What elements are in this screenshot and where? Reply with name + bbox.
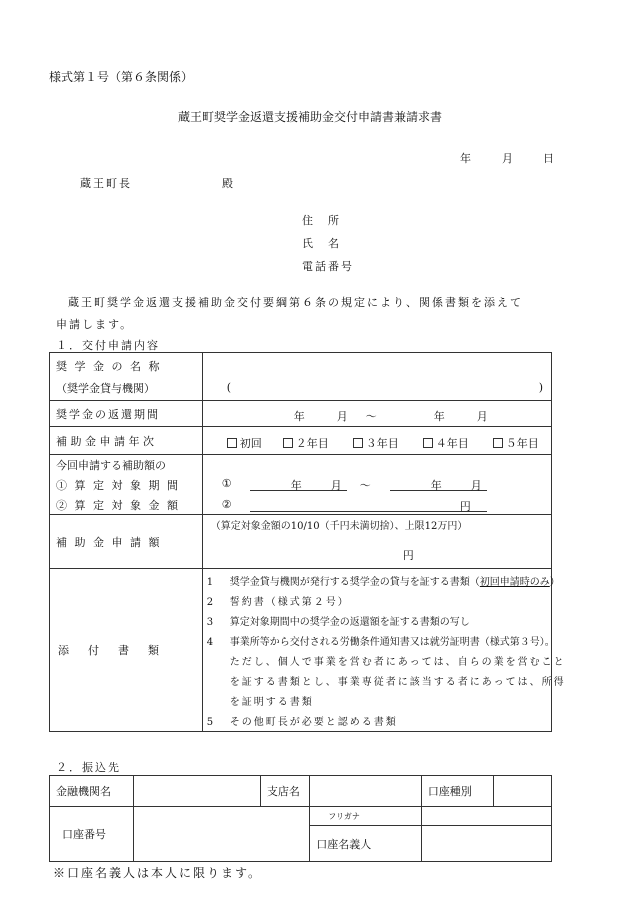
page-title: 蔵王町奨学金返還支援補助金交付申請書兼請求書 bbox=[177, 110, 442, 124]
addressee-name: 蔵王町長 bbox=[80, 177, 132, 190]
branch-name-label: 支店名 bbox=[260, 776, 309, 807]
option-year5[interactable]: ５年目 bbox=[493, 435, 539, 451]
bank-name-label: 金融機関名 bbox=[50, 776, 134, 807]
attachment-item: 1 奨学金貸与機関が発行する奨学金の貸与を証する書類（初回申請時のみ） bbox=[206, 577, 560, 588]
attachment-item: 3 算定対象期間中の奨学金の返還額を証する書類の写し bbox=[206, 617, 470, 628]
applicant-name-label: 氏 名 bbox=[302, 237, 341, 250]
option-first[interactable]: 初回 bbox=[227, 435, 262, 451]
calc-label: 今回申請する補助額の ① 算 定 対 象 期 間 ② 算 定 対 象 金 額 bbox=[50, 455, 203, 515]
attachment-item-cont: を証明する書類 bbox=[229, 697, 314, 708]
account-holder-field[interactable] bbox=[421, 826, 551, 862]
applicant-address-label: 住 所 bbox=[302, 214, 341, 227]
application-table bbox=[49, 352, 566, 732]
account-number-label: 口座番号 bbox=[50, 807, 134, 862]
repayment-period-field[interactable]: 年 月 ～ 年 月 bbox=[202, 401, 551, 427]
scholarship-name-label: 奨 学 金 の 名 称 （奨学金貸与機関） bbox=[50, 353, 203, 401]
attachments-label: 添 付 書 類 bbox=[50, 569, 203, 732]
attachment-item: 4 事業所等から交付される労働条件通知書又は就労証明書（様式第３号）。 bbox=[206, 637, 555, 648]
addressee-suffix: 殿 bbox=[222, 177, 233, 190]
attachment-item: 2 誓約書（様式第２号） bbox=[206, 597, 350, 608]
checkbox[interactable] bbox=[283, 438, 293, 448]
intro-line-1: 蔵王町奨学金返還支援補助金交付要綱第６条の規定により、関係書類を添えて bbox=[68, 296, 523, 309]
attachment-item: 5 その他町長が必要と認める書類 bbox=[206, 717, 398, 728]
section1-heading: １．交付申請内容 bbox=[56, 339, 160, 352]
branch-name-field[interactable] bbox=[310, 776, 422, 807]
calc-field[interactable]: ① 年 月 ～ 年 月 ② 円 bbox=[202, 455, 551, 515]
checkbox[interactable] bbox=[423, 438, 433, 448]
form-number: 様式第１号（第６条関係） bbox=[49, 70, 194, 84]
option-year2[interactable]: ２年目 bbox=[283, 435, 329, 451]
account-type-label: 口座種別 bbox=[421, 776, 493, 807]
section2-heading: ２．振込先 bbox=[56, 761, 121, 774]
bank-transfer-table bbox=[49, 775, 552, 862]
subsidy-amount-label: 補 助 金 申 請 額 bbox=[50, 515, 203, 569]
footnote: ※口座名義人は本人に限ります。 bbox=[53, 866, 263, 880]
date-month: 月 bbox=[502, 152, 513, 165]
furigana-label: フリガナ bbox=[310, 807, 422, 826]
option-year3[interactable]: ３年目 bbox=[353, 435, 399, 451]
subsidy-year-label: 補 助 金 申 請 年 次 bbox=[50, 427, 203, 455]
furigana-field[interactable] bbox=[421, 807, 551, 826]
checkbox[interactable] bbox=[227, 438, 237, 448]
attachments-list bbox=[202, 569, 566, 732]
account-holder-label: 口座名義人 bbox=[310, 826, 422, 862]
checkbox[interactable] bbox=[493, 438, 503, 448]
subsidy-year-options bbox=[202, 427, 551, 455]
option-year4[interactable]: ４年目 bbox=[423, 435, 469, 451]
account-type-field[interactable] bbox=[493, 776, 551, 807]
date-day: 日 bbox=[543, 152, 554, 165]
scholarship-name-field[interactable]: ( ) bbox=[202, 353, 551, 401]
account-number-field[interactable] bbox=[133, 807, 309, 862]
checkbox[interactable] bbox=[353, 438, 363, 448]
repayment-period-label: 奨学金の返還期間 bbox=[50, 401, 203, 427]
applicant-phone-label: 電話番号 bbox=[302, 260, 354, 273]
date-year: 年 bbox=[460, 152, 471, 165]
intro-line-2: 申請します。 bbox=[56, 318, 134, 331]
bank-name-field[interactable] bbox=[133, 776, 260, 807]
attachment-item-cont: を証する書類とし、事業専従者に該当する者にあっては、所得 bbox=[229, 677, 566, 688]
attachment-item-cont: ただし、個人で事業を営む者にあっては、自らの業を営むこと bbox=[229, 657, 566, 668]
subsidy-amount-field[interactable]: （算定対象金額の10/10（千円未満切捨）、上限12万円） 円 bbox=[202, 515, 551, 569]
